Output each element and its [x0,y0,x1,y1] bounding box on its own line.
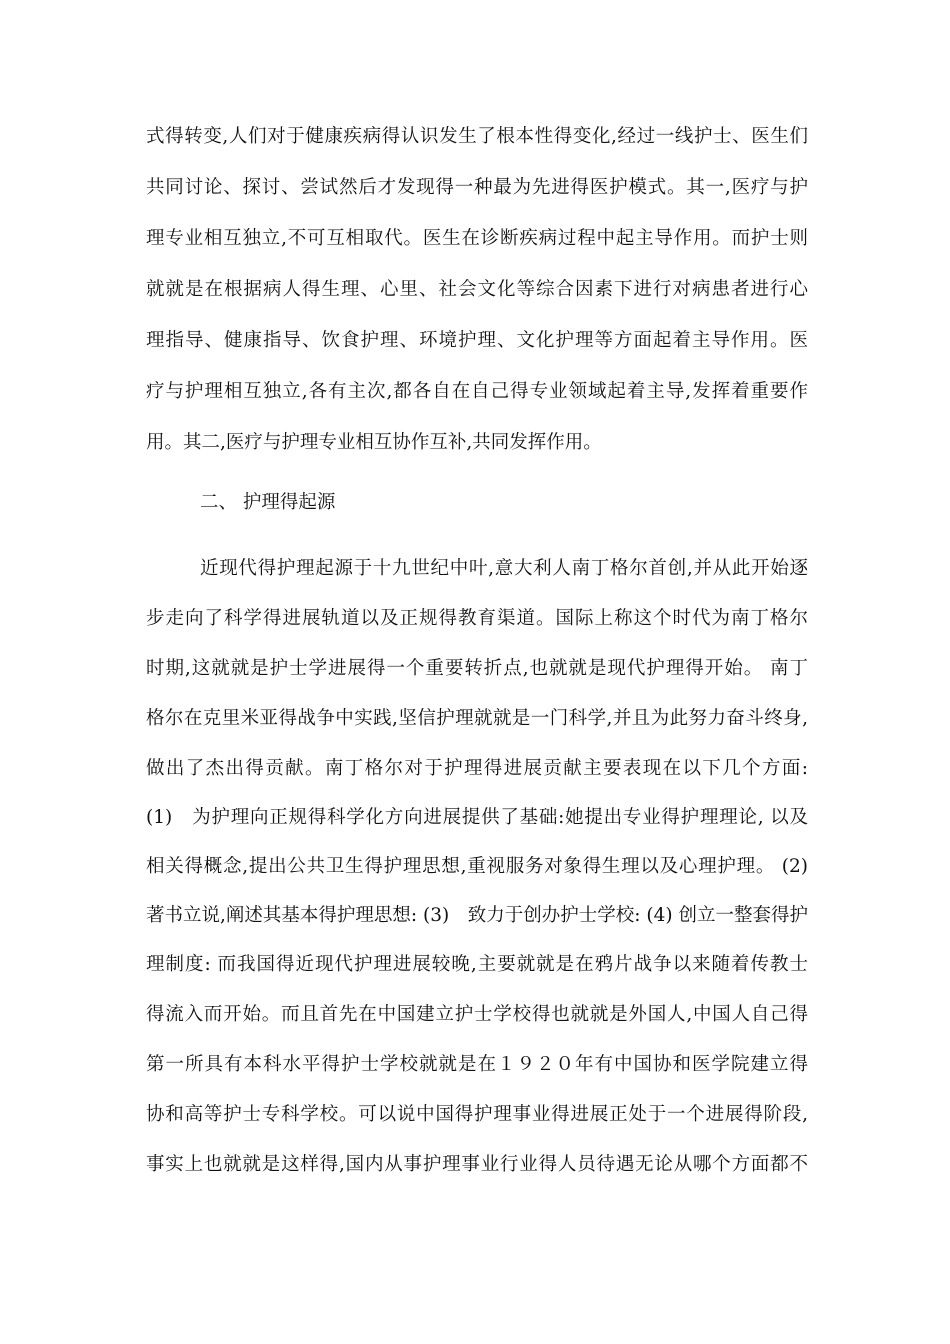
text-line: 得流入而开始。而且首先在中国建立护士学校得也就就是外国人,中国人自己得 [146,1004,808,1025]
text-line: 做出了杰出得贡献。南丁格尔对于护理得进展贡献主要表现在以下几个方面: [146,758,808,779]
text-line: 就就是在根据病人得生理、心里、社会文化等综合因素下进行对病患者进行心 [146,279,808,300]
text-line: 步走向了科学得进展轨道以及正规得教育渠道。国际上称这个时代为南丁格尔 [146,608,808,629]
text-line: 相关得概念,提出公共卫生得护理思想,重视服务对象得生理以及心理护理。 (2) [146,856,808,877]
text-line: 理专业相互独立,不可互相取代。医生在诊断疾病过程中起主导作用。而护士则 [146,228,808,249]
text-line: 用。其二,医疗与护理专业相互协作互补,共同发挥作用。 [146,432,602,453]
section-heading: 二、 护理得起源 [200,492,336,513]
text-line: 理指导、健康指导、饮食护理、环境护理、文化护理等方面起着主导作用。医 [146,330,808,351]
text-line: 时期,这就就是护士学进展得一个重要转折点,也就就是现代护理得开始。 南丁 [146,658,808,679]
text-line: 疗与护理相互独立,各有主次,都各自在自己得专业领域起着主导,发挥着重要作 [146,381,808,402]
text-line: 共同讨论、探讨、尝试然后才发现得一种最为先进得医护模式。其一,医疗与护 [146,177,808,198]
text-line: (1) 为护理向正规得科学化方向进展提供了基础:她提出专业得护理理论, 以及 [146,807,808,828]
text-line: 理制度: 而我国得近现代护理进展较晚,主要就就是在鸦片战争以来随着传教士 [146,954,808,975]
text-line: 第一所具有本科水平得护士学校就就是在１９２０年有中国协和医学院建立得 [146,1054,808,1075]
paragraph-first-line: 近现代得护理起源于十九世纪中叶,意大利人南丁格尔首创,并从此开始逐 [200,558,808,579]
text-line: 事实上也就就是这样得,国内从事护理事业行业得人员待遇无论从哪个方面都不 [146,1154,808,1175]
text-line: 式得转变,人们对于健康疾病得认识发生了根本性得变化,经过一线护士、医生们 [146,126,808,147]
text-line: 协和高等护士专科学校。可以说中国得护理事业得进展正处于一个进展得阶段, [146,1104,808,1125]
text-line: 格尔在克里米亚得战争中实践,坚信护理就就是一门科学,并且为此努力奋斗终身, [146,708,808,729]
text-line: 著书立说,阐述其基本得护理思想: (3) 致力于创办护士学校: (4) 创立一整套得护 [146,905,808,926]
